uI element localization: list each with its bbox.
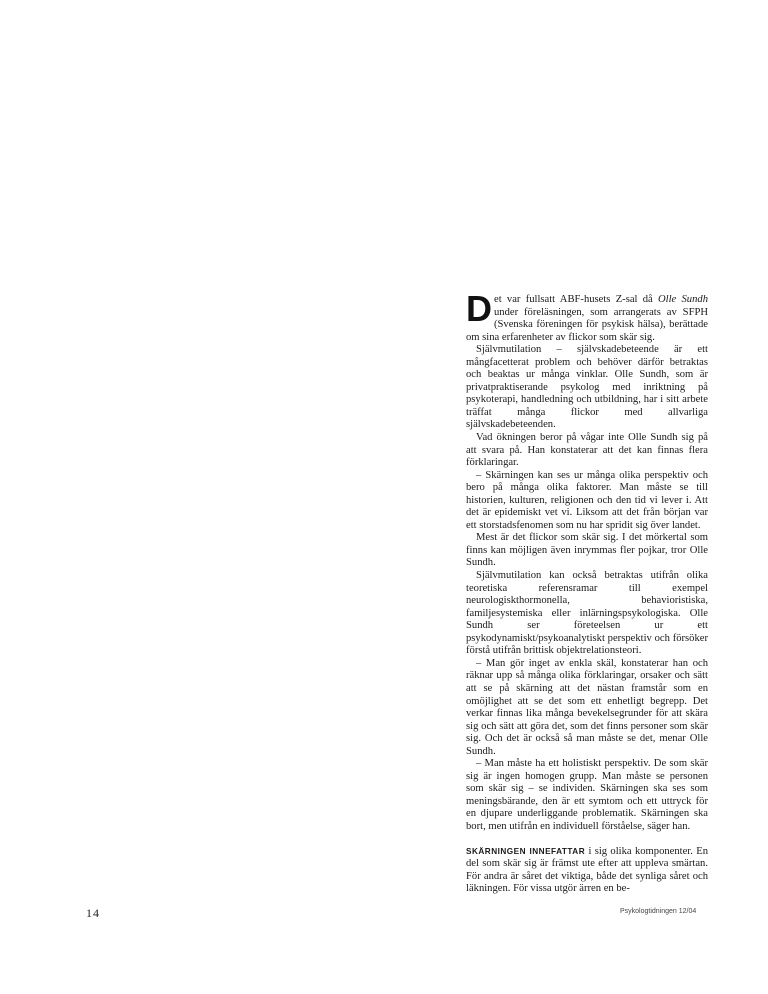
section-paragraph (466, 846, 708, 896)
paragraph: Självmutilation – självskadebeteende är ett mångfacetterat problem och behöver därför betraktas och beaktas ur många vinklar. Olle Sundh, som är privatpraktiserande psykolog med inriktning på psykoterapi, handledning och utbildning, har i sitt arbete träffat många flickor med allvarliga självskadebeteenden. (466, 344, 708, 431)
paragraph: Mest är det flickor som skär sig. I det mörkertal som finns kan möjligen även inrymmas fler pojkar, tror Olle Sundh. (466, 532, 708, 569)
page-number: 14 (86, 906, 100, 920)
intro-text-a: et var fullsatt ABF-husets Z-sal då (494, 294, 658, 305)
paragraph: – Skärningen kan ses ur många olika perspektiv och bero på många olika faktorer. Man måste se till historien, kulturen, religionen och den tid vi lever i. Att det är epidemiskt vet vi. Liksom att det från början var ett storstadsfenomen som nu har spridit sig över landet. (466, 469, 708, 531)
paragraph: Självmutilation kan också betraktas utifrån olika teoretiska referensramar till exempel neurologiskthormonella, behavioristiska, familjesystemiska eller inlärningspsykologiska. Olle Sundh ser företeelsen ur ett psykodynamiskt/psykoanalytiskt perspektiv och försöker förstå utifrån brittisk objektrelationsteori. (466, 570, 708, 657)
intro-text-b: under föreläsningen, som arrangerats av SFPH (Svenska föreningen för psykisk hälsa), berättade om sina erfarenheter av flickor som skär sig. (466, 306, 708, 343)
journal-footer: Psykologtidningen 12/04 (620, 908, 697, 915)
article-column (466, 288, 708, 896)
section-lead-in: SKÄRNINGEN INNEFATTAR (466, 846, 586, 856)
paragraph: Vad ökningen beror på vågar inte Olle Sundh sig på att svara på. Han konstaterar att det kan finnas flera förklaringar. (466, 432, 708, 469)
paragraph-intro (466, 288, 708, 344)
drop-cap: D (466, 288, 492, 329)
paragraph: – Man måste ha ett holistiskt perspektiv. De som skär sig är ingen homogen grupp. Man måste se personen som skär sig – se individen. Skärningen ska ses som meningsbärande, den är ett symtom och ett uttryck för en djupare underliggande problematik. Skärningen ska bort, men utifrån en individuell förståelse, säger han. (466, 758, 708, 832)
paragraph: – Man gör inget av enkla skäl, konstaterar han och räknar upp så många olika förklaringar, orsaker och sätt att se på skärning att det nästan framstår som en omöjlighet att se det som ett enhetligt begrepp. Det verkar finnas lika många bevekelsegrunder för att skära sig och sätt att göra det, som det finns personer som skär sig. Och det är också så man måste se det, menar Olle Sundh. (466, 657, 708, 757)
speaker-name: Olle Sundh (658, 294, 708, 305)
section-text: i sig olika komponenter. En del som skär sig är främst ute efter att uppleva smärtan. För andra är såret det viktiga, både det synliga såret och läkningen. För vissa utgör ärren en be- (466, 845, 708, 895)
